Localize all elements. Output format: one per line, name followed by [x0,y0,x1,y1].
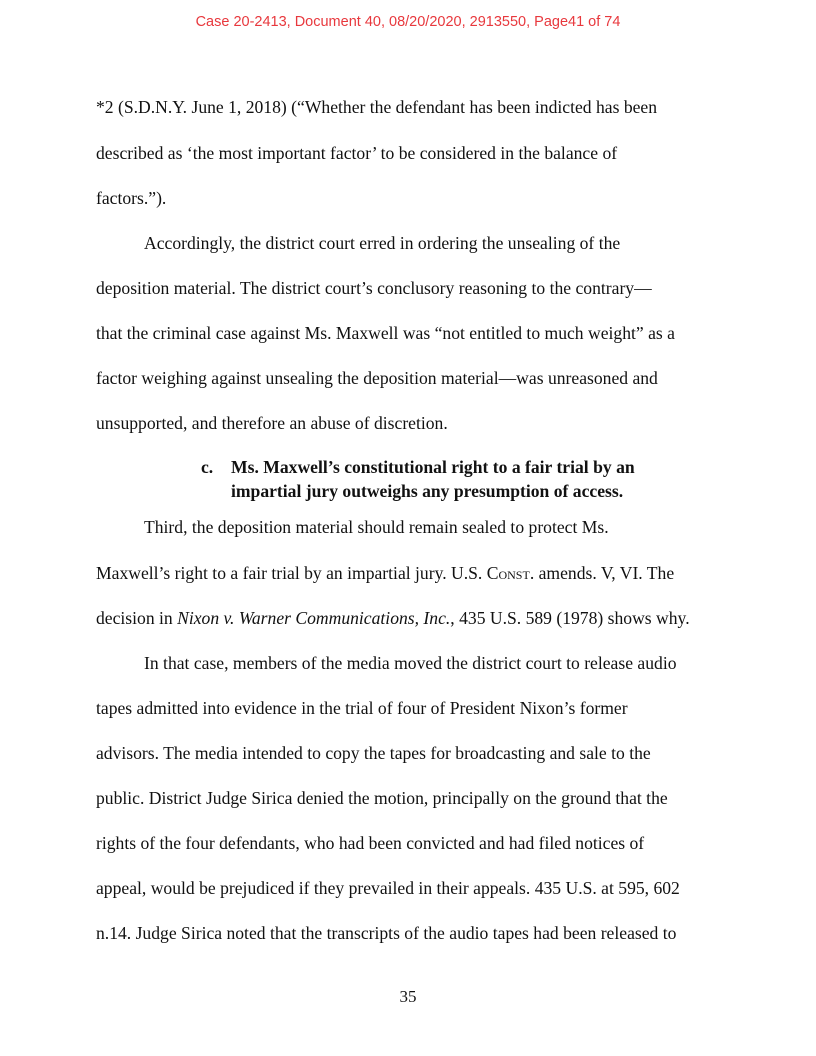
page-number: 35 [399,987,417,1006]
p4-line-7: n.14. Judge Sirica noted that the transcripts of the audio tapes had been released to [96,923,677,943]
p3-line-3-text: decision in [96,608,178,628]
p3-line-2-tail: . amends. V, VI. The [529,563,675,583]
section-heading-line-1: Ms. Maxwell’s constitutional right to a fair trial by an [231,457,635,477]
p3-line-2 [96,562,736,584]
p1-line-3: factors.”). [96,188,167,208]
case-citation-italic: Nixon v. Warner Communications, Inc. [177,608,451,628]
p1-line-2: described as ‘the most important factor’ to be considered in the balance of [96,143,618,163]
p2-line-4: factor weighing against unsealing the deposition material—was unreasoned and [96,368,658,388]
p1-line-1: *2 (S.D.N.Y. June 1, 2018) (“Whether the defendant has been indicted has been [96,97,658,117]
p2-line-2: deposition material. The district court’s conclusory reasoning to the contrary— [96,278,652,298]
p3-line-3 [96,607,736,629]
p2-line-3: that the criminal case against Ms. Maxwell was “not entitled to much weight” as a [96,323,675,343]
p4-line-6: appeal, would be prejudiced if they prevailed in their appeals. 435 U.S. at 595, 602 [96,878,680,898]
p4-line-3: advisors. The media intended to copy the tapes for broadcasting and sale to the [96,743,651,763]
p3-line-3-tail: , 435 U.S. 589 (1978) shows why. [450,608,690,628]
const-smallcaps: Const [486,563,530,583]
p4-line-1: In that case, members of the media moved the district court to release audio [144,653,677,673]
p4-line-5: rights of the four defendants, who had been convicted and had filed notices of [96,833,645,853]
p4-line-2: tapes admitted into evidence in the trial of four of President Nixon’s former [96,698,628,718]
case-header: Case 20-2413, Document 40, 08/20/2020, 2913550, Page41 of 74 [195,14,621,30]
section-heading-letter: c. [201,457,214,477]
p4-line-4: public. District Judge Sirica denied the motion, principally on the ground that the [96,788,668,808]
p2-line-5: unsupported, and therefore an abuse of discretion. [96,413,448,433]
p3-line-2-text: Maxwell’s right to a fair trial by an impartial jury. U.S. [96,563,487,583]
p3-line-1: Third, the deposition material should remain sealed to protect Ms. [144,517,609,537]
section-heading-line-2: impartial jury outweighs any presumption of access. [231,481,624,501]
p2-line-1: Accordingly, the district court erred in ordering the unsealing of the [144,233,621,253]
